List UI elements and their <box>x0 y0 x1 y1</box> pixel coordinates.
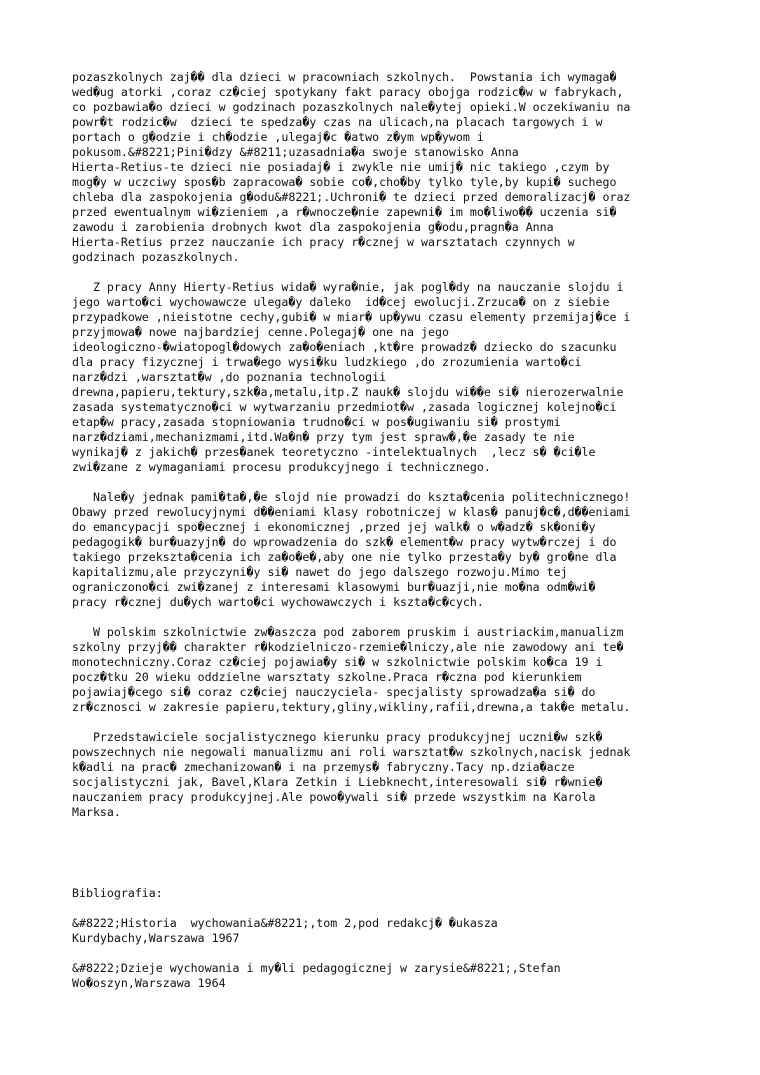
bibliography-entry: &#8222;Historia wychowania&#8221;,tom 2,pod redakcj� �ukasza Kurdybachy,Warszawa 1967 <box>72 916 498 945</box>
paragraph: Nale�y jednak pami�ta�,�e slojd nie prowadzi do kszta�cenia politechnicznego! Obawy przed rewolucyjnymi d��eniami klasy robotniczej w klas� panuj�c�,d��eniami do emancypacji spo�ecznej i ekonomicznej ,przed jej walk� o w�adz� sk�oni�y pedagogik� bur�uazyjn� do wprowadzenia do szk� element�w pracy wytw�rczej i do takiego przekszta�cenia ich za�o�e�,aby one nie tylko przesta�y by� gro�ne dla kapitalizmu,ale przyczyni�y si� nawet do jego dalszego rozwoju.Mimo tej ograniczono�ci zwi�zanej z interesami klasowymi bur�uazji,nie mo�na odm�wi� pracy r�cznej du�ych warto�ci wychowawczych i kszta�c�cych. <box>72 490 631 609</box>
section-spacer <box>72 820 720 886</box>
paragraph-spacer <box>72 265 720 280</box>
paragraph-spacer <box>72 715 720 730</box>
bibliography-entry: &#8222;Dzieje wychowania i my�li pedagogicznej w zarysie&#8221;,Stefan Wo�oszyn,Warszawa 1964 <box>72 961 561 990</box>
paragraph-spacer <box>72 610 720 625</box>
paragraph: pozaszkolnych zaj�� dla dzieci w pracowniach szkolnych. Powstania ich wymaga� wed�ug atorki ,coraz cz�ciej spotykany fakt paracy obojga rodzic�w w fabrykach, co pozbawia�o dzieci w godzinach pozaszkolnych nale�ytej opieki.W oczekiwaniu na powr�t rodzic�w dzieci te spedza�y czas na ulicach,na placach targowych i w portach o g�odzie i ch�odzie ,ulegaj�c �atwo z�ym wp�ywom i pokusom.&#8221;Pini�dzy &#8211;uzasadnia�a swoje stanowisko Anna Hierta-Retius-te dzieci nie posiadaj� i zwykle nie umij� nic takiego ,czym by mog�y w uczciwy spos�b zapracowa� sobie co�,cho�by tylko tyle,by kupi� suchego chleba dla zaspokojenia g�odu&#8221;.Uchroni� te dzieci przed demoralizacj� oraz przed ewentualnym wi�zieniem ,a r�wnocze�nie zapewni� im mo�liwo�� uczenia si� zawodu i zarobienia drobnych kwot dla zaspokojenia g�odu,pragn�a Anna Hierta-Retius przez nauczanie ich pracy r�cznej w warsztatach czynnych w godzinach pozaszkolnych. <box>72 70 631 264</box>
paragraph-spacer <box>72 901 720 916</box>
paragraph: W polskim szkolnictwie zw�aszcza pod zaborem pruskim i austriackim,manualizm szkolny przyj�� charakter r�kodzielniczo-rzemie�lniczy,ale nie zawodowy ani te� monotechniczny.Coraz cz�ciej pojawia�y si� w szkolnictwie polskim ko�ca 19 i pocz�tku 20 wieku oddzielne warsztaty szkolne.Praca r�czna pod kierunkiem pojawiaj�cego si� coraz cz�ciej nauczyciela- specjalisty sprowadza�a si� do zr�cznosci w zakresie papieru,tektury,gliny,wikliny,rafii,drewna,a tak�e metalu. <box>72 625 631 714</box>
paragraph-spacer <box>72 475 720 490</box>
paragraph-spacer <box>72 946 720 961</box>
document-page <box>72 70 720 991</box>
bibliography-heading: Bibliografia: <box>72 886 163 900</box>
paragraph: Przedstawiciele socjalistycznego kierunku pracy produkcyjnej uczni�w szk� powszechnych nie negowali manualizmu ani roli warsztat�w szkolnych,nacisk jednak k�adli na prac� zmechanizowan� i na przemys� fabryczny.Tacy np.dzia�acze socjalistyczni jak, Bavel,Klara Zetkin i Liebknecht,interesowali si� r�wnie� nauczaniem pracy produkcyjnej.Ale powo�ywali si� przede wszystkim na Karola Marksa. <box>72 730 631 819</box>
paragraph: Z pracy Anny Hierty-Retius wida� wyra�nie, jak pogl�dy na nauczanie slojdu i jego warto�ci wychowawcze ulega�y daleko id�cej ewolucji.Zrzuca� on z siebie przypadkowe ,nieistotne cechy,gubi� w miar� up�ywu czasu elementy przemijaj�ce i przyjmowa� nowe najbardziej cenne.Polegaj� one na jego ideologiczno-�wiatopogl�dowych za�o�eniach ,kt�re prowadz� dziecko do szacunku dla pracy fizycznej i trwa�ego wysi�ku ludzkiego ,do zrozumienia warto�ci narz�dzi ,warsztat�w ,do poznania technologii drewna,papieru,tektury,szk�a,metalu,itp.Z nauk� slojdu wi��e si� nierozerwalnie zasada systematyczno�ci w wytwarzaniu przedmiot�w ,zasada logicznej kolejno�ci etap�w pracy,zasada stopniowania trudno�ci w pos�ugiwaniu si� prostymi narz�dziami,mechanizmami,itd.Wa�n� przy tym jest spraw�,�e zasady te nie wynikaj� z jakich� przes�anek teoretyczno -intelektualnych ,lecz s� �ci�le zwi�zane z wymaganiami procesu produkcyjnego i technicznego. <box>72 280 631 474</box>
